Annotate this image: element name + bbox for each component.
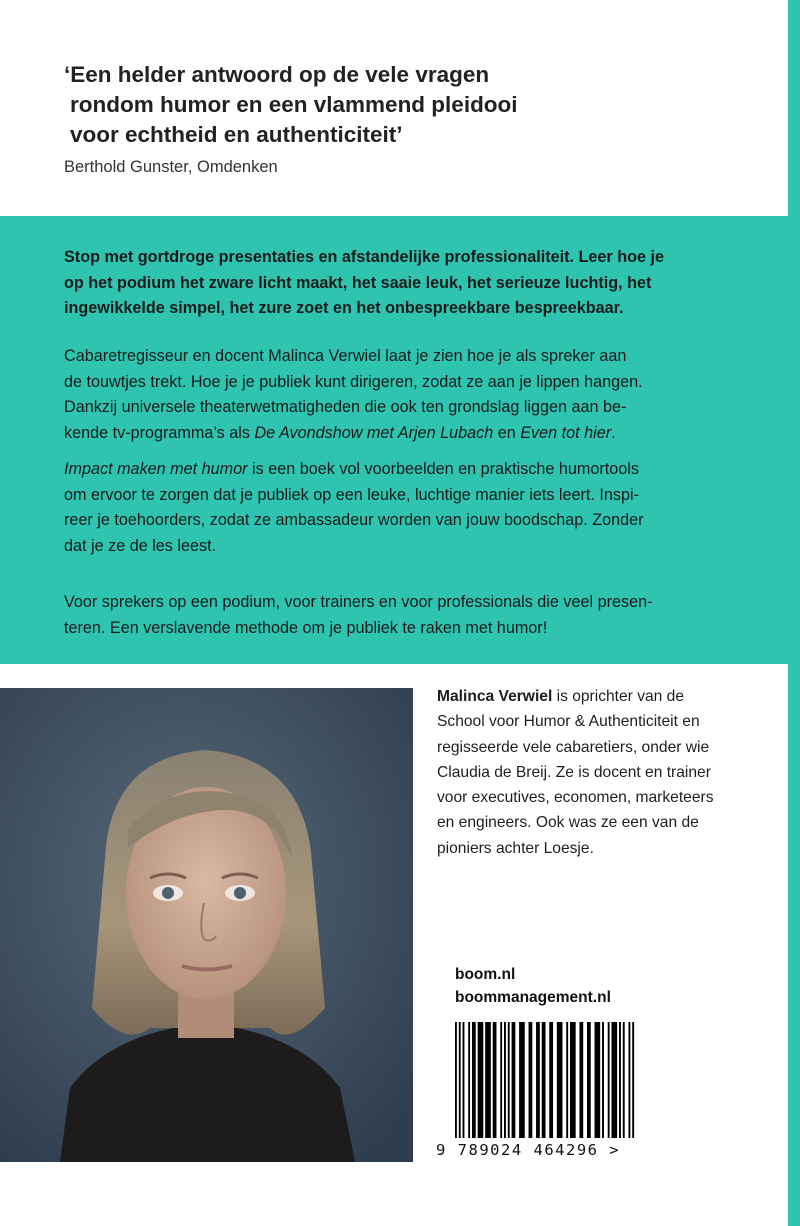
bio-line: pioniers achter Loesje. xyxy=(437,839,594,857)
barcode-bar xyxy=(478,1022,484,1138)
barcode-bar xyxy=(519,1022,525,1138)
blurb-line: ingewikkelde simpel, het zure zoet en het onbespreekbare bespreekbaar. xyxy=(64,299,624,317)
blurb-line: de touwtjes trekt. Hoe je je publiek kunt dirigeren, zodat ze aan je lippen hangen. xyxy=(64,372,643,391)
bio-line: Claudia de Breij. Ze is docent en trainer xyxy=(437,763,711,781)
barcode-bar xyxy=(587,1022,591,1138)
isbn-number: 9 789024 464296 > xyxy=(436,1141,621,1159)
websites xyxy=(455,963,611,1009)
barcode-bar xyxy=(459,1022,461,1138)
barcode-bar xyxy=(632,1022,634,1138)
tv-show-title: Even tot hier xyxy=(520,423,612,442)
barcode-bar xyxy=(628,1022,630,1138)
barcode-bar xyxy=(549,1022,553,1138)
bio-line: School voor Humor & Authenticiteit en xyxy=(437,713,700,731)
blurb-paragraph-2 xyxy=(64,344,724,446)
isbn-barcode xyxy=(455,1022,636,1138)
tv-show-title: De Avondshow met Arjen Lubach xyxy=(254,423,494,442)
bio-line: voor executives, economen, marketeers xyxy=(437,789,714,807)
blurb-line: reer je toehoorders, zodat ze ambassadeur worden van jouw boodschap. Zonder xyxy=(64,511,644,529)
quote-attribution: Berthold Gunster, Omdenken xyxy=(64,158,278,176)
blurb-line xyxy=(64,457,724,483)
barcode-bar xyxy=(472,1022,476,1138)
quote-line: ‘Een helder antwoord op de vele vragen xyxy=(64,62,490,87)
barcode-bar xyxy=(529,1022,533,1138)
blurb-line: Stop met gortdroge presentaties en afstandelijke professionaliteit. Leer hoe je xyxy=(64,248,664,266)
author-photo xyxy=(0,688,413,1162)
quote-line: rondom humor en een vlammend pleidooi xyxy=(70,92,518,117)
barcode-bar xyxy=(542,1022,546,1138)
blurb-line xyxy=(64,421,724,447)
barcode-bar xyxy=(493,1022,497,1138)
blurb-text: is een boek vol voorbeelden en praktische humortools xyxy=(247,460,639,478)
barcode-bar xyxy=(566,1022,568,1138)
blurb-line: om ervoor te zorgen dat je publiek op een leuke, luchtige manier iets leert. Inspi- xyxy=(64,485,639,504)
barcode-bar xyxy=(595,1022,601,1138)
website-boom[interactable]: boom.nl xyxy=(455,966,516,983)
blurb-line: op het podium het zware licht maakt, het saaie leuk, het serieuze luchtig, het xyxy=(64,273,652,292)
blurb-line: dat je ze de les leest. xyxy=(64,536,217,555)
barcode-bar xyxy=(463,1022,465,1138)
book-title: Impact maken met humor xyxy=(64,460,248,478)
barcode-bar xyxy=(508,1022,510,1138)
barcode-bar xyxy=(619,1022,621,1138)
bio-line: en engineers. Ook was ze een van de xyxy=(437,814,699,832)
quote-line: voor echtheid en authenticiteit’ xyxy=(70,122,403,147)
barcode-bar xyxy=(570,1022,576,1138)
bio-line: regisseerde vele cabaretiers, onder wie xyxy=(437,738,710,756)
author-name: Malinca Verwiel xyxy=(437,688,553,705)
barcode-bar xyxy=(611,1022,617,1138)
website-boommanagement[interactable]: boommanagement.nl xyxy=(455,989,611,1006)
barcode-bar xyxy=(608,1022,610,1138)
barcode-bar xyxy=(623,1022,625,1138)
barcode-bar xyxy=(536,1022,540,1138)
blurb-intro xyxy=(64,245,724,322)
barcode-bar xyxy=(485,1022,491,1138)
blurb-paragraph-3 xyxy=(64,457,724,559)
bio-line xyxy=(437,684,777,709)
bio-text: is oprichter van de xyxy=(552,688,685,705)
blurb-text: en xyxy=(493,423,521,442)
blurb-line: Voor sprekers op een podium, voor trainers en voor professionals die veel presen- xyxy=(64,593,653,611)
barcode-bar xyxy=(579,1022,583,1138)
blurb-line: teren. Een verslavende methode om je publiek te raken met humor! xyxy=(64,618,548,637)
barcode-bar xyxy=(455,1022,457,1138)
author-bio xyxy=(437,684,777,861)
blurb-paragraph-4 xyxy=(64,590,724,641)
blurb-line: Dankzij universele theaterwetmatigheden die ook ten grondslag liggen aan be- xyxy=(64,398,627,416)
barcode-bar xyxy=(512,1022,516,1138)
blurb-text: . xyxy=(611,423,616,442)
barcode-bar xyxy=(602,1022,604,1138)
endorsement-quote xyxy=(64,60,724,150)
blurb-text: kende tv-programma’s als xyxy=(64,423,255,442)
barcode-bar xyxy=(500,1022,502,1138)
barcode-bar xyxy=(468,1022,470,1138)
quote-section xyxy=(0,0,788,216)
barcode-bar xyxy=(504,1022,506,1138)
blurb-line: Cabaretregisseur en docent Malinca Verwiel laat je zien hoe je als spreker aan xyxy=(64,347,627,365)
barcode-bar xyxy=(557,1022,563,1138)
